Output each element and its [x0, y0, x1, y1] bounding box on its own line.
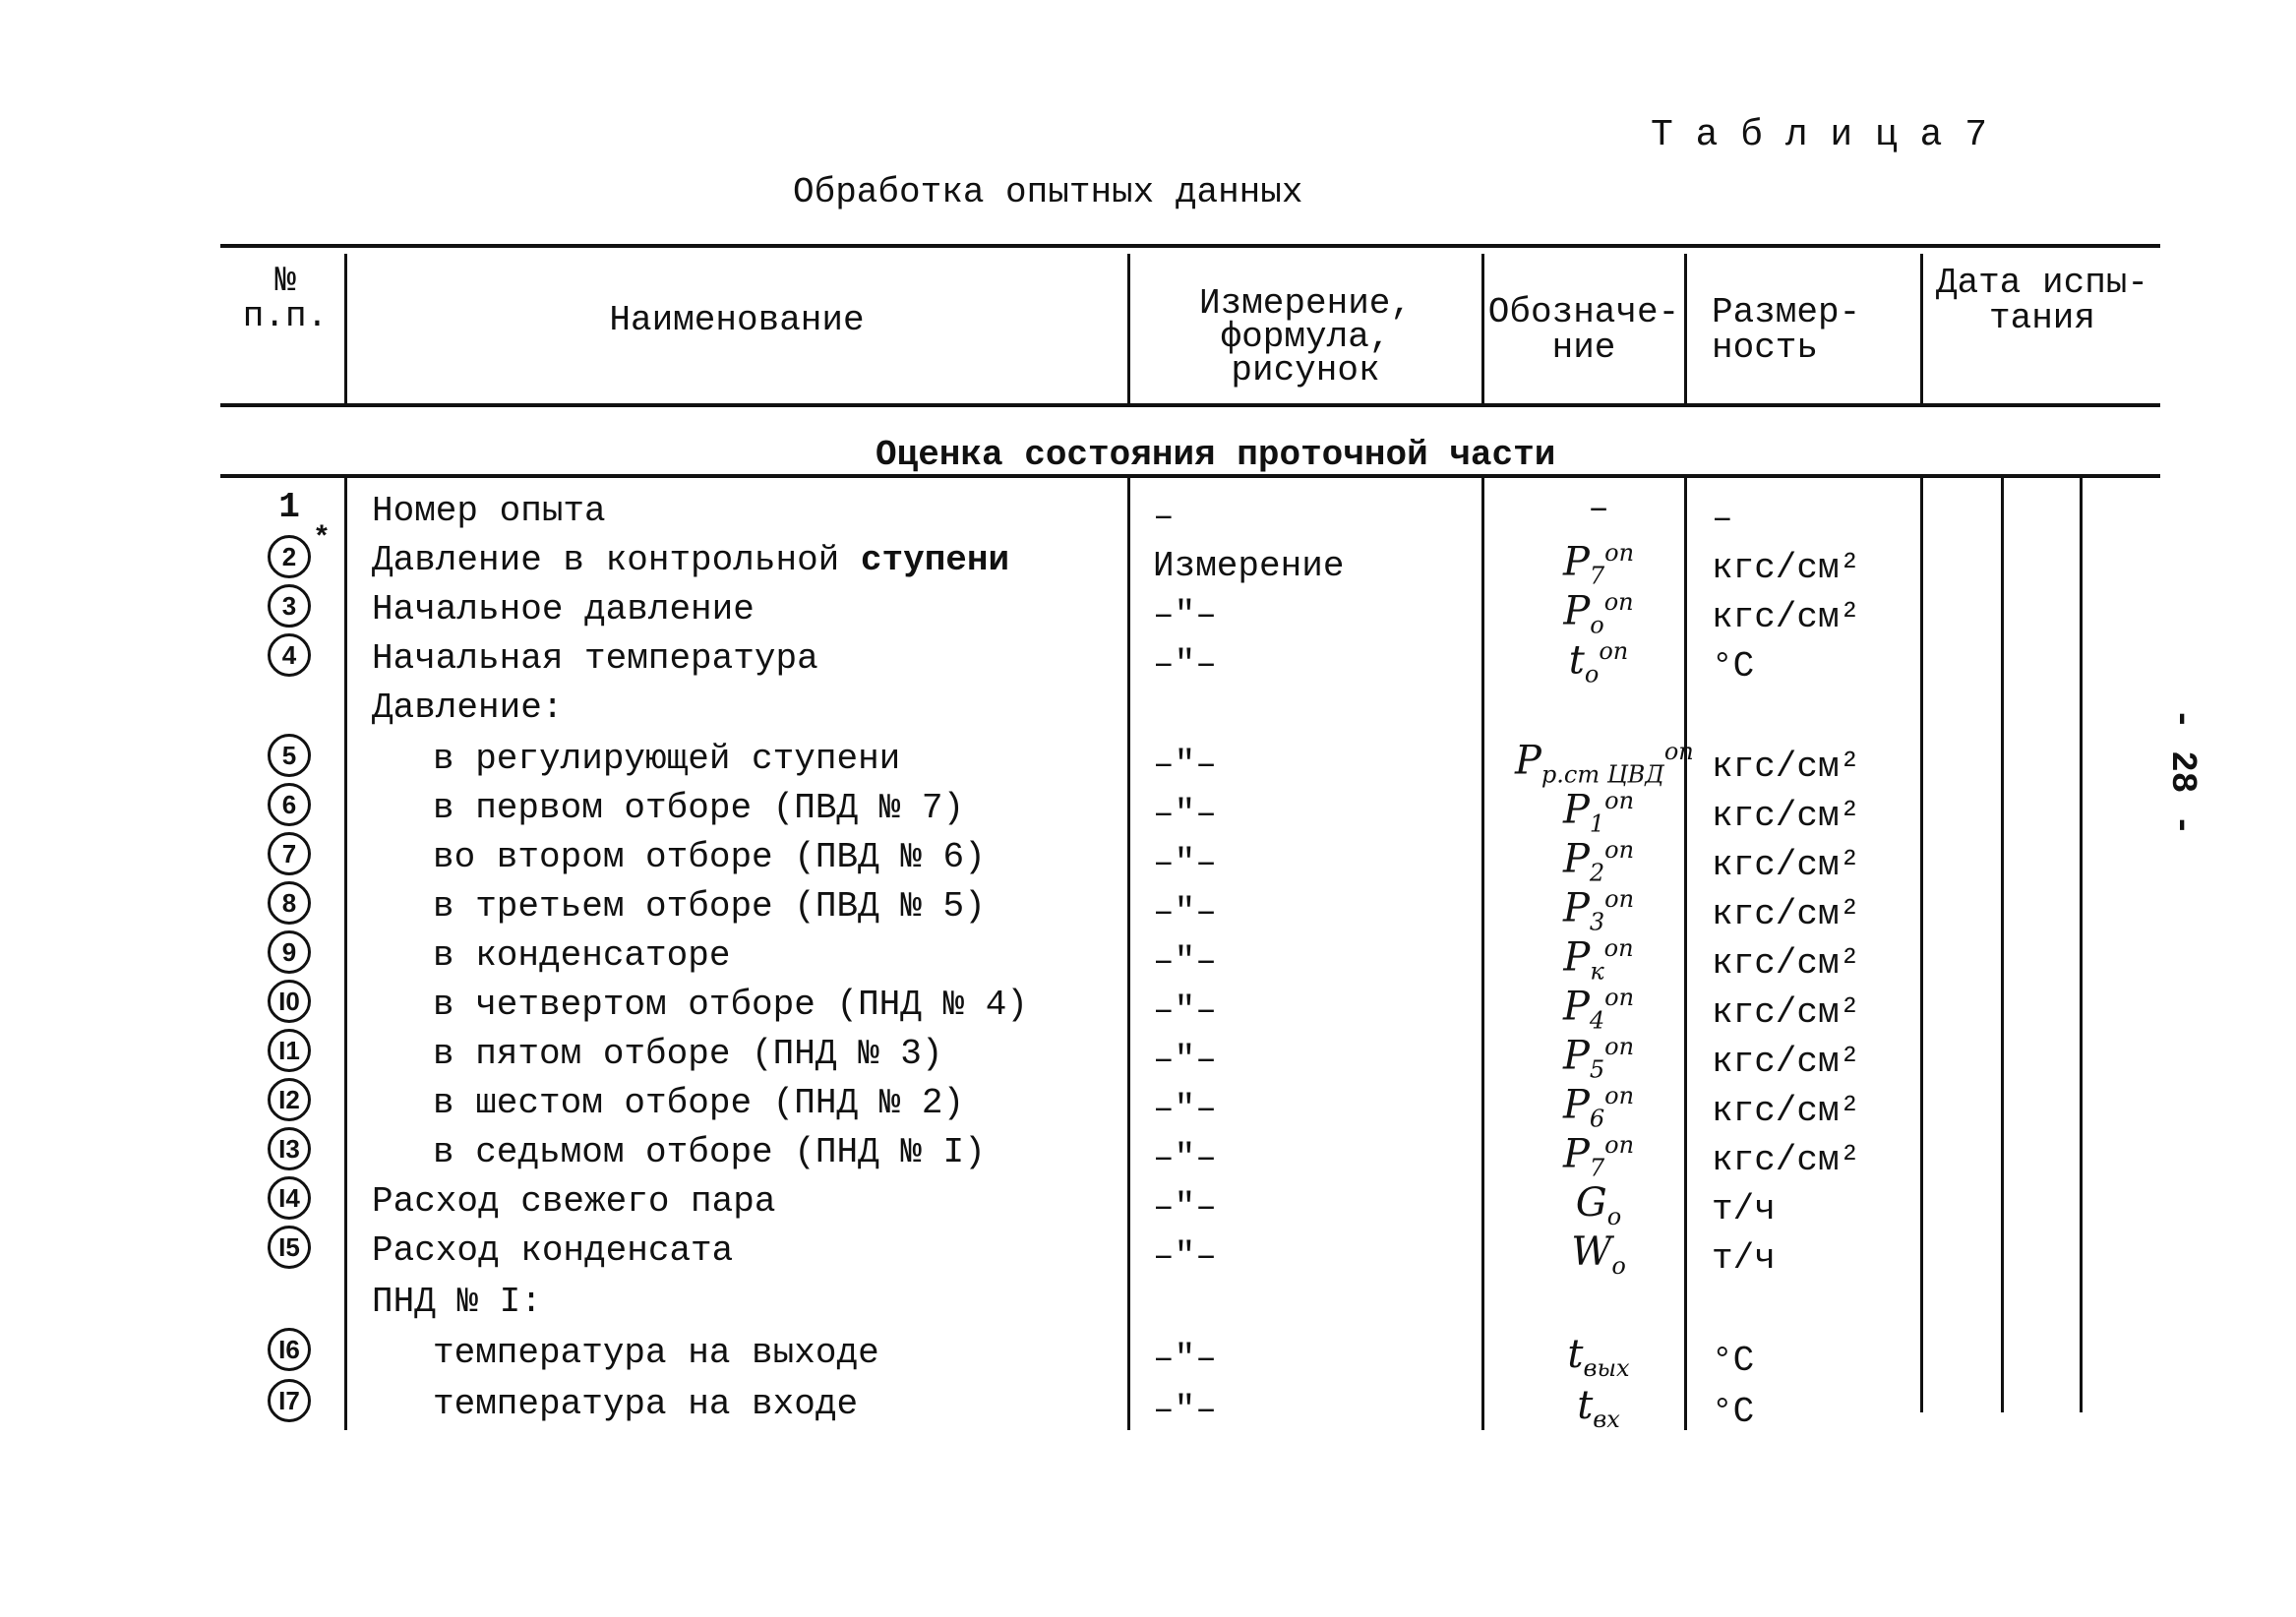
row-number-circled: 5 [268, 734, 311, 777]
row-measure: – [1153, 497, 1175, 537]
row-symbol [1515, 787, 1682, 837]
col-header-measure: Измерение, формула, рисунок [1198, 283, 1413, 390]
symbol-subscript: 5 [1589, 1055, 1605, 1084]
row-number-circled: I3 [268, 1127, 311, 1170]
body-divider-5 [1920, 478, 1923, 1412]
row-unit: °С [1712, 1341, 1755, 1381]
row-unit: кгс/см² [1712, 992, 1861, 1033]
body-divider-2 [1127, 478, 1130, 1430]
row-name: Расход конденсата [372, 1230, 734, 1271]
symbol-superscript: оп [1604, 1131, 1635, 1159]
row-name: в первом отборе (ПВД № 7) [433, 788, 965, 828]
row-unit: кгс/см² [1712, 597, 1861, 637]
symbol-letter: P [1515, 738, 1541, 784]
row-measure: –"– [1153, 794, 1217, 834]
row-name: в седьмом отборе (ПНД № I) [433, 1132, 986, 1172]
symbol-letter: t [1577, 1383, 1594, 1428]
row-unit: °С [1712, 1392, 1755, 1432]
symbol-superscript: оп [1603, 934, 1634, 962]
body-divider-1 [344, 478, 347, 1430]
col-header-date: Дата испы- тания [1935, 263, 2149, 338]
row-name: в третьем отборе (ПВД № 5) [433, 886, 986, 927]
row-name: в шестом отборе (ПНД № 2) [433, 1083, 965, 1123]
row-symbol [1515, 1082, 1682, 1132]
row-symbol [1515, 934, 1682, 985]
row-number-circled: 7 [268, 832, 311, 875]
symbol-superscript: оп [1604, 984, 1635, 1011]
row-symbol: – [1588, 489, 1609, 529]
row-symbol [1515, 1332, 1682, 1382]
symbol-subscript: 2 [1589, 859, 1605, 887]
row-measure: –"– [1153, 644, 1217, 685]
symbol-letter: P [1562, 1033, 1590, 1079]
row-symbol [1515, 1180, 1682, 1230]
row-measure: –"– [1153, 1089, 1217, 1129]
row-symbol [1515, 836, 1682, 886]
row-name: Номер опыта [372, 491, 606, 531]
page-number: - 28 - [2162, 708, 2203, 836]
symbol-superscript: оп [1604, 836, 1635, 864]
symbol-subscript: 7 [1589, 1154, 1605, 1182]
symbol-letter: P [1562, 1082, 1590, 1128]
symbol-subscript: 7 [1589, 562, 1605, 590]
symbol-superscript: оп [1604, 539, 1635, 567]
header-divider-1 [344, 254, 347, 403]
row-symbol [1515, 1033, 1682, 1083]
row-measure: Измерение [1153, 546, 1345, 586]
symbol-letter: t [1568, 637, 1585, 684]
row-number-circled: 8 [268, 881, 311, 925]
col-header-unit: Размер- ность [1712, 292, 1861, 368]
symbol-subscript: 1 [1589, 809, 1605, 838]
symbol-letter: P [1563, 588, 1591, 634]
row-symbol [1515, 1383, 1682, 1433]
row-measure: –"– [1153, 1390, 1217, 1430]
symbol-superscript: оп [1604, 885, 1635, 913]
symbol-subscript: р.ст ЦВД [1541, 760, 1664, 789]
symbol-subscript: 6 [1589, 1105, 1605, 1133]
body-divider-6 [2001, 478, 2004, 1412]
row-name: Давление: [372, 688, 564, 728]
table-title: Обработка опытных данных [793, 172, 1303, 212]
row-number-circled: I1 [268, 1029, 311, 1072]
col-header-name: Наименование [609, 300, 865, 340]
table-top-rule [220, 244, 2160, 248]
row-unit: кгс/см² [1712, 1042, 1861, 1082]
symbol-letter: G [1575, 1180, 1607, 1226]
symbol-subscript: o [1606, 1203, 1622, 1230]
row-name: в конденсаторе [433, 935, 731, 976]
symbol-superscript: оп [1604, 787, 1635, 814]
row-unit: – [1712, 499, 1733, 539]
row-number-circled: I6 [268, 1328, 311, 1371]
row-name: ПНД № I: [372, 1282, 542, 1322]
symbol-subscript: o [1590, 611, 1604, 639]
symbol-subscript: 3 [1589, 908, 1605, 936]
row-unit: кгс/см² [1712, 747, 1861, 787]
symbol-subscript: o [1584, 660, 1600, 689]
symbol-superscript: оп [1599, 637, 1629, 665]
row-number-circled: 6 [268, 783, 311, 826]
row-symbol [1515, 1131, 1682, 1181]
symbol-superscript: оп [1604, 1033, 1635, 1060]
symbol-superscript: оп [1604, 1082, 1635, 1109]
row-measure: –"– [1153, 1187, 1217, 1228]
row-number: 1 [278, 487, 300, 527]
row-measure: –"– [1153, 892, 1217, 932]
col-header-num: № п.п. [242, 261, 329, 336]
header-divider-5 [1920, 254, 1923, 403]
symbol-superscript: оп [1663, 738, 1694, 765]
footnote-star: * [313, 522, 332, 556]
row-name: Начальное давление [372, 589, 755, 629]
symbol-subscript: 4 [1589, 1006, 1605, 1035]
row-name: во втором отборе (ПВД № 6) [433, 837, 986, 877]
row-name: температура на входе [433, 1384, 859, 1424]
symbol-letter: P [1562, 836, 1590, 882]
row-unit: кгс/см² [1712, 1091, 1861, 1131]
row-name: Начальная температура [372, 638, 818, 679]
header-divider-4 [1684, 254, 1687, 403]
row-unit: °С [1712, 646, 1755, 687]
row-number-circled: I0 [268, 980, 311, 1023]
body-divider-3 [1481, 478, 1484, 1430]
row-symbol [1515, 588, 1682, 638]
body-divider-7 [2080, 478, 2083, 1412]
symbol-letter: P [1562, 787, 1590, 833]
row-measure: –"– [1153, 1138, 1217, 1178]
header-divider-3 [1481, 254, 1484, 403]
row-unit: т/ч [1712, 1238, 1776, 1279]
row-measure: –"– [1153, 1040, 1217, 1080]
row-unit: кгс/см² [1712, 796, 1861, 836]
col-header-symbol: Обозначе- ние [1487, 292, 1680, 368]
symbol-letter: P [1562, 984, 1590, 1030]
row-measure: –"– [1153, 1236, 1217, 1277]
row-unit: кгс/см² [1712, 548, 1861, 588]
row-unit: кгс/см² [1712, 1140, 1861, 1180]
symbol-letter: W [1571, 1229, 1612, 1275]
symbol-superscript: оп [1603, 588, 1634, 616]
row-measure: –"– [1153, 745, 1217, 785]
symbol-letter: P [1562, 885, 1590, 931]
row-symbol [1515, 1229, 1682, 1280]
row-number-circled: I5 [268, 1226, 311, 1269]
row-measure: –"– [1153, 595, 1217, 635]
header-divider-2 [1127, 254, 1130, 403]
symbol-subscript: вых [1583, 1354, 1630, 1382]
section-title: Оценка состояния проточной части [876, 435, 1556, 475]
header-bottom-rule [220, 403, 2160, 407]
body-divider-4 [1684, 478, 1687, 1430]
symbol-letter: P [1562, 1131, 1590, 1177]
row-number-circled: I4 [268, 1176, 311, 1220]
row-symbol [1515, 539, 1682, 589]
symbol-letter: P [1562, 539, 1590, 585]
row-number-circled: 9 [268, 930, 311, 974]
row-symbol [1515, 637, 1682, 688]
row-number-circled: 4 [268, 633, 311, 677]
symbol-subscript: вх [1593, 1406, 1620, 1433]
row-unit: кгс/см² [1712, 894, 1861, 934]
row-measure: –"– [1153, 1339, 1217, 1379]
row-number-circled: I7 [268, 1379, 311, 1422]
row-number-circled: 3 [268, 584, 311, 628]
row-name: в регулирующей ступени [433, 739, 901, 779]
row-name: в пятом отборе (ПНД № 3) [433, 1034, 943, 1074]
symbol-letter: t [1567, 1332, 1584, 1377]
row-name: температура на выходе [433, 1333, 879, 1373]
row-symbol [1515, 984, 1682, 1034]
row-symbol [1515, 885, 1682, 935]
row-number-circled: 2 [268, 535, 311, 578]
table-label: Т а б л и ц а 7 [1651, 114, 1988, 156]
symbol-subscript: o [1611, 1252, 1626, 1280]
row-unit: кгс/см² [1712, 943, 1861, 984]
row-measure: –"– [1153, 941, 1217, 982]
row-number-circled: I2 [268, 1078, 311, 1121]
row-measure: –"– [1153, 990, 1217, 1031]
row-measure: –"– [1153, 843, 1217, 883]
row-name: Расход свежего пара [372, 1181, 776, 1222]
row-unit: т/ч [1712, 1189, 1776, 1229]
symbol-subscript: к [1590, 957, 1604, 986]
row-symbol [1515, 738, 1694, 789]
row-unit: кгс/см² [1712, 845, 1861, 885]
row-name: в четвертом отборе (ПНД № 4) [433, 985, 1028, 1025]
row-name: Давление в контрольной ступени [372, 540, 1010, 580]
symbol-letter: P [1563, 934, 1591, 981]
